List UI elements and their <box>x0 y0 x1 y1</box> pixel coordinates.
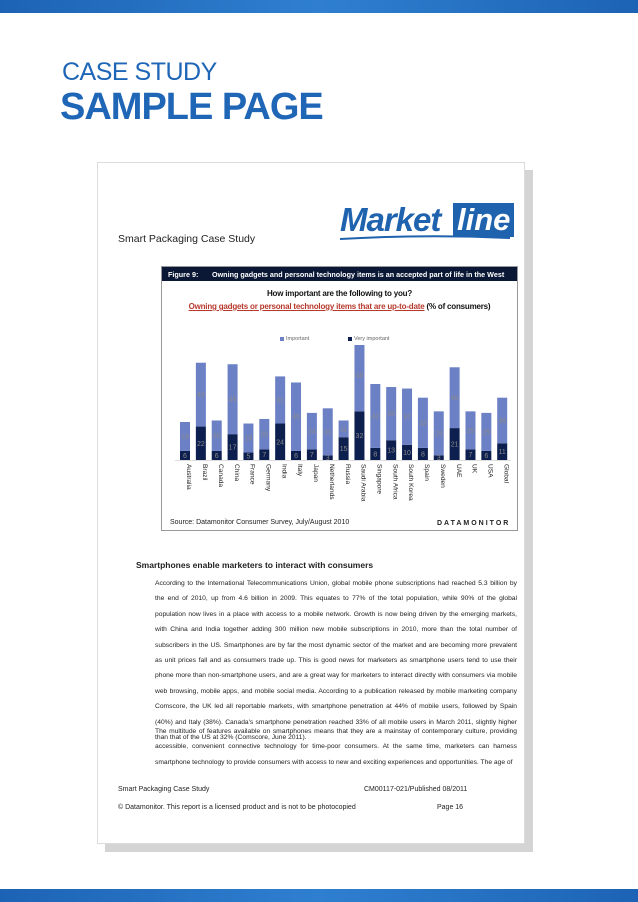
chart-subtitle-unit: (% of consumers) <box>424 302 491 311</box>
data-label-important-canada: 20 <box>212 433 221 441</box>
x-tick-label-uk: UK <box>470 464 478 474</box>
x-tick-label-india: India <box>280 464 288 479</box>
data-label-very-important-germany: 7 <box>262 452 267 460</box>
chart-subtitle-highlight: Owning gadgets or personal technology items that are up-to-date <box>188 302 425 311</box>
figure-number: Figure 9: <box>168 270 199 279</box>
data-label-important-japan: 24 <box>307 428 316 436</box>
x-tick-label-italy: Italy <box>296 464 304 477</box>
data-label-very-important-global: 11 <box>498 449 506 457</box>
x-tick-label-netherlands: Netherlands <box>327 464 335 500</box>
document-header: Smart Packaging Case Study <box>118 233 256 245</box>
legend-swatch-very-important <box>348 337 352 341</box>
chart-subtitle <box>161 302 518 311</box>
x-tick-label-germany: Germany <box>264 464 272 492</box>
footer-copyright: © Datamonitor. This report is a licensed product and is not to be photocopied <box>118 804 356 811</box>
footer-title: Smart Packaging Case Study <box>118 786 210 793</box>
data-label-important-india: 31 <box>276 397 285 405</box>
footer-page-number: Page 16 <box>437 804 464 811</box>
stacked-bar-chart <box>161 345 518 515</box>
chart-source: Source: Datamonitor Consumer Survey, July/August 2010 <box>170 519 350 526</box>
data-label-important-sweden: 29 <box>434 430 443 438</box>
x-tick-label-usa: USA <box>486 464 494 478</box>
data-label-important-uk: 25 <box>466 427 475 435</box>
data-label-very-important-saudi-arabia: 32 <box>355 433 364 441</box>
data-label-very-important-australia: 6 <box>183 452 187 460</box>
x-tick-label-south-korea: South Korea <box>407 464 415 501</box>
data-label-important-france: 19 <box>244 435 253 443</box>
sample-page-title: SAMPLE PAGE <box>60 86 323 128</box>
data-label-very-important-usa: 6 <box>484 452 489 460</box>
x-tick-label-australia: Australia <box>185 464 193 490</box>
x-tick-label-spain: Spain <box>423 464 431 481</box>
x-tick-label-russia: Russia <box>343 464 351 485</box>
x-tick-label-canada: Canada <box>216 464 224 488</box>
data-label-important-south-africa: 35 <box>387 411 396 419</box>
logo-text-line: line <box>453 203 514 237</box>
data-label-very-important-france: 5 <box>246 453 251 461</box>
x-tick-label-japan: Japan <box>312 464 320 482</box>
legend-item-important <box>280 336 309 342</box>
data-label-very-important-italy: 6 <box>294 452 298 460</box>
legend-swatch-important <box>280 337 284 341</box>
data-label-very-important-singapore: 8 <box>373 451 378 459</box>
x-tick-label-global: Global <box>502 464 510 484</box>
x-tick-label-saudi-arabia: Saudi Arabia <box>359 464 367 502</box>
x-tick-label-uae: UAE <box>454 464 462 478</box>
data-label-very-important-china: 17 <box>228 444 237 452</box>
data-label-very-important-spain: 8 <box>420 451 425 459</box>
x-tick-label-china: China <box>232 464 240 482</box>
data-label-important-china: 46 <box>228 396 237 404</box>
data-label-very-important-uk: 7 <box>468 452 473 460</box>
data-label-very-important-brazil: 22 <box>196 440 205 448</box>
data-label-important-south-korea: 37 <box>403 414 411 422</box>
logo-text-market: Market <box>340 201 441 238</box>
figure-caption-bar <box>162 267 517 281</box>
data-label-very-important-uae: 21 <box>450 441 459 449</box>
data-label-important-australia: 19 <box>181 433 189 441</box>
data-label-important-singapore: 42 <box>371 413 380 421</box>
data-label-important-germany: 20 <box>260 431 269 439</box>
data-label-important-saudi-arabia: 48 <box>355 372 364 380</box>
data-label-important-usa: 25 <box>482 429 491 437</box>
x-tick-label-brazil: Brazil <box>201 464 209 481</box>
data-label-important-russia: 11 <box>339 426 348 434</box>
bottom-color-band <box>0 889 638 902</box>
data-label-very-important-south-korea: 10 <box>403 449 411 457</box>
data-label-very-important-russia: 15 <box>339 446 348 454</box>
data-label-important-global: 30 <box>498 417 507 425</box>
x-tick-label-south-africa: South Africa <box>391 464 399 500</box>
data-label-important-brazil: 42 <box>196 392 205 400</box>
x-tick-label-singapore: Singapore <box>375 464 383 495</box>
data-label-very-important-sweden: 3 <box>436 455 441 463</box>
data-label-very-important-japan: 7 <box>309 452 314 460</box>
x-tick-label-sweden: Sweden <box>438 464 446 488</box>
legend-label-very-important: Very important <box>354 336 390 342</box>
data-label-very-important-india: 24 <box>276 439 285 447</box>
data-label-very-important-south-africa: 13 <box>387 447 396 455</box>
figure-caption: Owning gadgets and personal technology items is an accepted part of life in the West <box>212 270 505 279</box>
legend-item-very-important <box>348 336 389 342</box>
footer-publication: CM00117-021/Published 08/2011 <box>364 786 468 793</box>
x-tick-label-france: France <box>248 464 256 485</box>
case-study-label: CASE STUDY <box>62 58 217 86</box>
data-label-important-uae: 40 <box>450 395 459 403</box>
chart-title: How important are the following to you? <box>266 289 413 298</box>
data-label-very-important-netherlands: 3 <box>325 455 330 463</box>
body-paragraph-1: According to the International Telecommunications Union, global mobile phone subscriptions had reached 5.3 billion by the end of 2010, up from 4.6 billion in 2009. This equates to 77% of the total population, while 90% of the global population now lives in a place with access to a mobile network. Growth is now being driven by the emerging markets, with China and India together adding 300 million new mobile subscriptions in 2010, more than the total number of subscribers in the US. Smartphones are by far the most dynamic sector of the market and are becoming more prevalent as unit prices fall and as consumers trade up. This is good news for marketers as smartphone users tend to use their phone more than non-smartphone users, and are a great way for marketers to interact directly with consumers via mobile web browsing, mobile apps, and mobile social media. According to a publication released by mobile marketing company Comscore, the UK led all reportable markets, with smartphone penetration at 44% of mobile users, followed by Spain (40%) and Italy (38%). Canada's smartphone penetration reached 33% of all mobile users in March 2011, slightly higher than that of the US at 32% (Comscore, June 2011). <box>155 580 517 742</box>
data-label-very-important-canada: 6 <box>214 452 219 460</box>
body-paragraph-2: The multitude of features available on smartphones means that they are a mainstay of contemporary culture, providing accessible, convenient connective technology for time-poor consumers. At the same time, marketers can harness smartphone technology to provide consumers with access to new and exciting experiences and opportunities. The age of <box>155 728 517 766</box>
top-color-band <box>0 0 638 13</box>
logo-swoosh-icon <box>340 235 510 240</box>
datamonitor-brand: DATAMONITOR <box>437 520 511 527</box>
section-heading: Smartphones enable marketers to interact with consumers <box>136 560 374 570</box>
data-label-important-spain: 33 <box>419 420 427 428</box>
legend-label-important: Important <box>286 336 310 342</box>
data-label-important-italy: 45 <box>292 414 300 422</box>
data-label-important-netherlands: 31 <box>323 429 332 437</box>
